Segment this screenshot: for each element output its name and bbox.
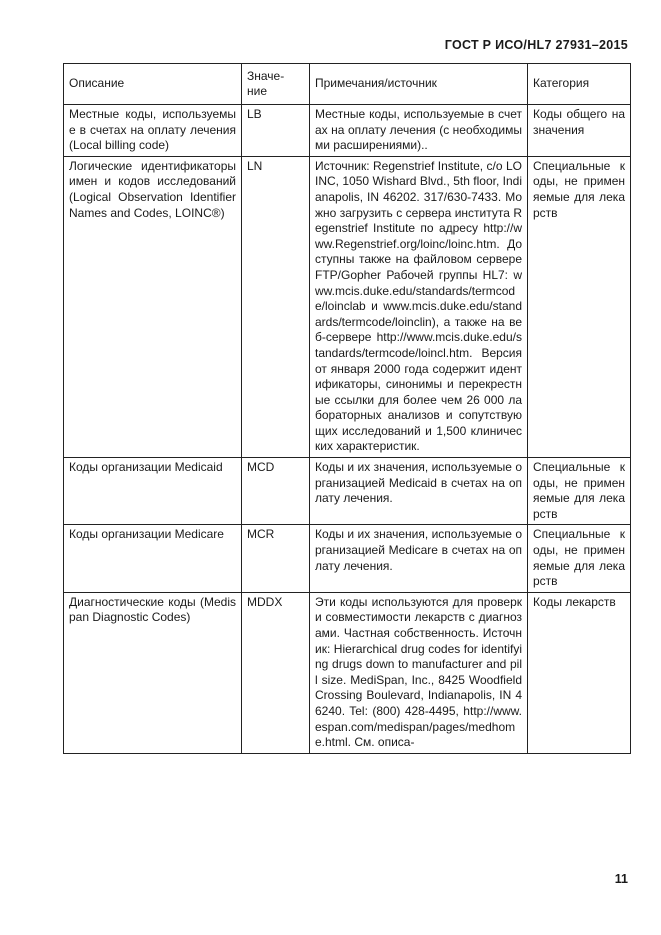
cell-category: Специальные коды, не применяемые для лекарств [528,525,631,592]
table-row [64,592,631,753]
document-number: ГОСТ Р ИСО/HL7 27931–2015 [444,38,628,52]
cell-description: Коды организации Medicare [64,525,242,592]
cell-value: LN [242,156,310,457]
cell-notes: Источник: Regenstrief Institute, c/o LOINC, 1050 Wishard Blvd., 5th floor, Indianapolis, IN 46202. 317/630-7433. Можно загрузить с сервера института Regenstrief Institute по адресу http://www.Regenstrief.org/loinc/loinc.htm. Доступны также на файловом сервере FTP/Gopher Рабочей группы HL7: www.mcis.duke.edu/standards/termcode/loinclab и www.mcis.duke.edu/standards/termcode/loinclin), а также на веб-сервере http://www.mcis.duke.edu/standards/termcode/loincl.htm. Версия от января 2000 года содержит идентификаторы, синонимы и перекрестные ссылки для более чем 26 000 лабораторных анализов и сопутствующих исследований и 1,500 клинических характеристик. [310,156,528,457]
table-row [64,525,631,592]
cell-value: LB [242,105,310,157]
table-row [64,105,631,157]
cell-description: Диагностические коды (Medispan Diagnostic Codes) [64,592,242,753]
cell-category: Специальные коды, не применяемые для лекарств [528,458,631,525]
column-header-value: Значе- ние [242,64,310,105]
cell-notes: Эти коды используются для проверки совместимости лекарств с диагнозами. Частная собственность. Источник: Hierarchical drug codes for identifying drugs down to manufacturer and pill size. MediSpan, Inc., 8425 Woodfield Crossing Boulevard, Indianapolis, IN 46240. Tel: (800) 428-4495, http://www.espan.com/medispan/pages/medhome.html. См. описа- [310,592,528,753]
table-row [64,156,631,457]
cell-category: Специальные коды, не применяемые для лекарств [528,156,631,457]
cell-description: Коды организации Medicaid [64,458,242,525]
cell-value: MCR [242,525,310,592]
cell-description: Местные коды, используемые в счетах на оплату лечения (Local billing code) [64,105,242,157]
cell-category: Коды лекарств [528,592,631,753]
column-header-category: Категория [528,64,631,105]
cell-notes: Местные коды, используемые в счетах на оплату лечения (с необходимыми расширениями).. [310,105,528,157]
cell-notes: Коды и их значения, используемые организацией Medicaid в счетах на оплату лечения. [310,458,528,525]
table-header-row [64,64,631,105]
cell-category: Коды общего назначения [528,105,631,157]
cell-value: MCD [242,458,310,525]
cell-description: Логические идентификаторы имен и кодов исследований (Logical Observation Identifier Names and Codes, LOINC®) [64,156,242,457]
code-system-table [63,63,631,754]
cell-notes: Коды и их значения, используемые организацией Medicare в счетах на оплату лечения. [310,525,528,592]
column-header-notes: Примечания/источник [310,64,528,105]
column-header-description: Описание [64,64,242,105]
cell-value: MDDX [242,592,310,753]
table-row [64,458,631,525]
page-number: 11 [614,872,628,886]
